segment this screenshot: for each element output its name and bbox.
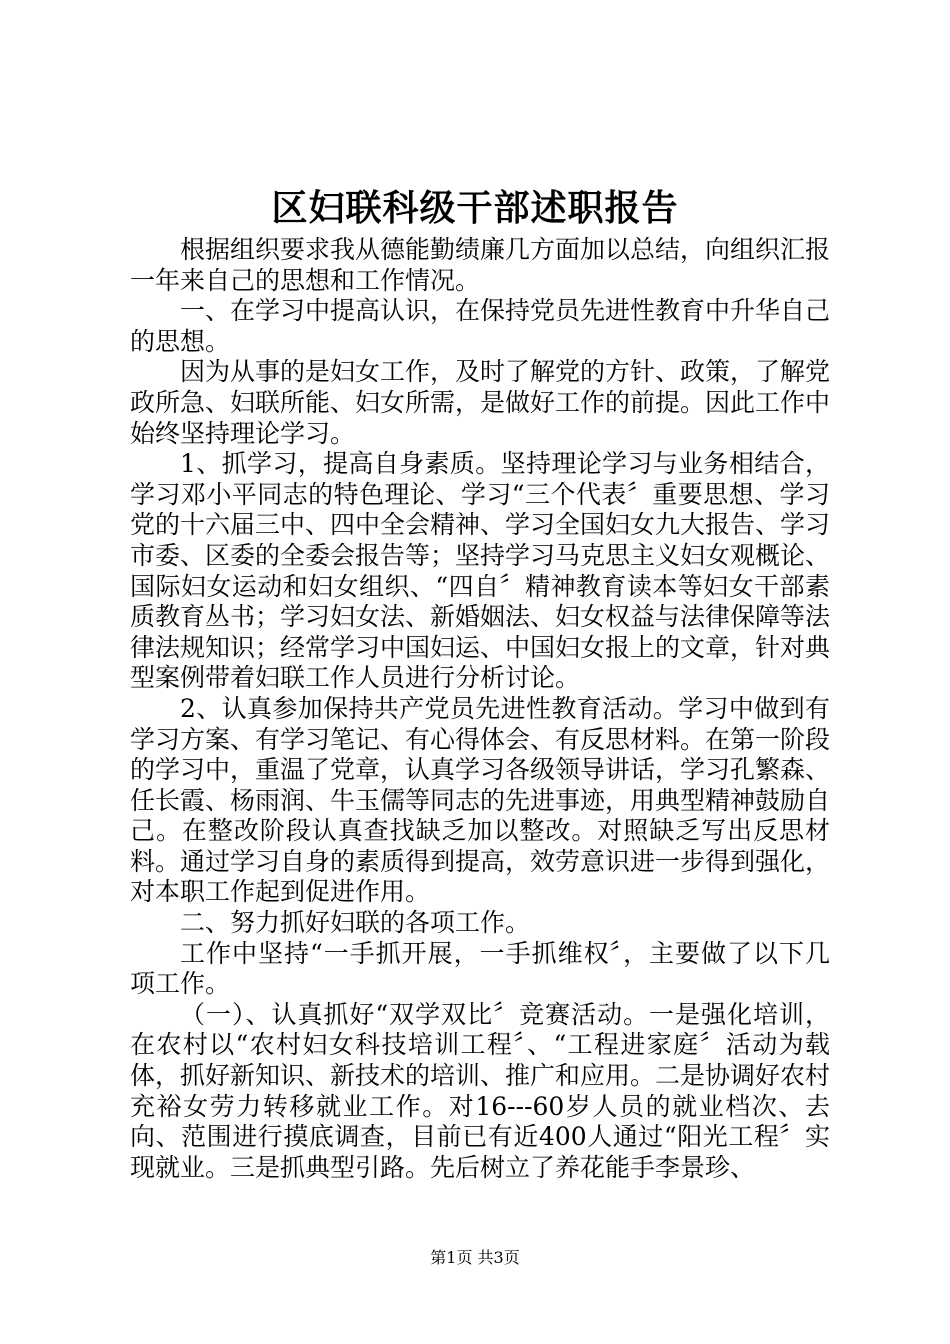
page-footer: 第1页 共3页 (430, 1248, 520, 1267)
document-body (130, 235, 830, 1183)
paragraph-intro: 根据组织要求我从德能勤绩廉几方面加以总结，向组织汇报一年来自己的思想和工作情况。 (130, 235, 831, 295)
paragraph-item-2: 2、认真参加保持共产党员先进性教育活动。学习中做到有学习方案、有学习笔记、有心得体会、有反思材料。在第一阶段的学习中，重温了党章，认真学习各级领导讲话，学习孔繁森、任长霞、杨雨润、牛玉儒等同志的先进事迹，用典型精神鼓励自己。在整改阶段认真查找缺乏加以整改。对照缺乏写出反思材料。通过学习自身的素质得到提高，效劳意识进一步得到强化，对本职工作起到促进作用。 (130, 693, 831, 907)
paragraph-section-2-heading: 二、努力抓好妇联的各项工作。 (180, 908, 531, 938)
paragraph-subitem-1: （一）、认真抓好“双学双比〞竞赛活动。一是强化培训，在农村以“农村妇女科技培训工程〞、“工程进家庭〞活动为载体，抓好新知识、新技术的培训、推广和应用。二是协调好农村充裕女劳力转移就业工作。对16---60岁人员的就业档次、去向、范围进行摸底调查，目前已有近400人通过“阳光工程〞实现就业。三是抓典型引路。先后树立了养花能手李景珍、 (130, 999, 831, 1182)
paragraph-section-1-lead: 因为从事的是妇女工作，及时了解党的方针、政策，了解党政所急、妇联所能、妇女所需，是做好工作的前提。因此工作中始终坚持理论学习。 (130, 357, 831, 448)
paragraph-item-1: 1、抓学习，提高自身素质。坚持理论学习与业务相结合，学习邓小平同志的特色理论、学习“三个代表〞重要思想、学习党的十六届三中、四中全会精神、学习全国妇女九大报告、学习市委、区委的全委会报告等；坚持学习马克思主义妇女观概论、国际妇女运动和妇女组织、“四自〞精神教育读本等妇女干部素质教育丛书；学习妇女法、新婚姻法、妇女权益与法律保障等法律法规知识；经常学习中国妇运、中国妇女报上的文章，针对典型案例带着妇联工作人员进行分析讨论。 (130, 449, 831, 693)
paragraph-section-2-lead: 工作中坚持“一手抓开展，一手抓维权〞，主要做了以下几项工作。 (130, 938, 830, 999)
paragraph-section-1-heading: 一、在学习中提高认识，在保持党员先进性教育中升华自己的思想。 (130, 296, 831, 356)
document-title: 区妇联科级干部述职报告 (271, 187, 679, 229)
